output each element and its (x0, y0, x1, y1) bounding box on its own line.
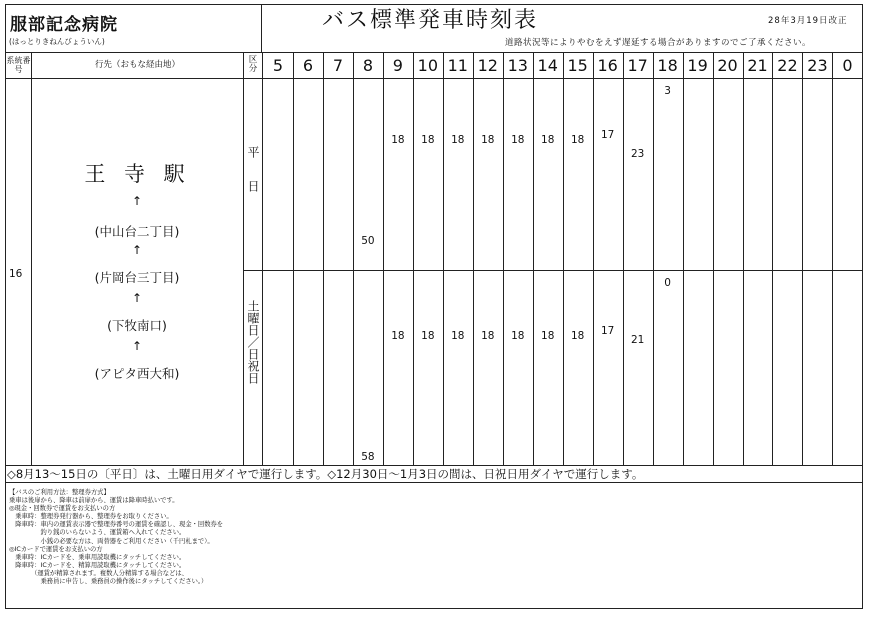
holiday-departure-8: 58 (361, 451, 375, 463)
usage-line: 降車時：ICカードを、精算用読取機にタッチしてください。 (9, 561, 186, 569)
category-header: 区分 (248, 55, 258, 74)
stop-2: (片岡台三丁目) (94, 270, 180, 285)
arrow-icon: ↑ (131, 243, 143, 257)
usage-line: 【バスのご利用方法：整理券方式】 (9, 489, 110, 496)
holiday-departure-9: 18 (391, 330, 405, 342)
hour-header-13: 13 (507, 56, 528, 75)
holiday-departure-13: 18 (511, 330, 525, 342)
hour-header-5: 5 (272, 56, 284, 75)
usage-line: 乗車時：ICカードを、乗車用読取機にタッチしてください。 (9, 553, 186, 561)
weekday-departure-11: 18 (451, 134, 465, 146)
destination-header: 行先（おもな経由地） (94, 60, 180, 70)
weekday-label: 平日 (246, 146, 260, 214)
weekday-departure-17: 23 (630, 148, 645, 160)
hour-header-11: 11 (447, 56, 468, 75)
system-number: 16 (9, 268, 23, 280)
stop-4: (アピタ西大和) (94, 366, 180, 381)
weekday-departure-18: 3 (664, 85, 671, 97)
weekday-departure-16: 17 (600, 129, 615, 141)
holiday-departure-15: 18 (571, 330, 585, 342)
usage-line: （運賃が精算されます。複数人分精算する場合などは、 (9, 569, 188, 577)
revision-date: 28年3月19日改正 (768, 16, 848, 26)
arrow-icon: ↑ (131, 339, 143, 353)
stop-3: (下牧南口) (107, 318, 167, 333)
hour-header-20: 20 (717, 56, 738, 75)
arrow-icon: ↑ (131, 291, 143, 305)
weekday-departure-9: 18 (391, 134, 405, 146)
hour-header-12: 12 (477, 56, 498, 75)
holiday-departure-10: 18 (421, 330, 435, 342)
holiday-departure-16: 17 (600, 325, 615, 337)
holiday-departure-14: 18 (541, 330, 555, 342)
usage-line: 乗車は後扉から、降車は前扉から、運賃は降車時払いです。 (9, 497, 179, 505)
hour-header-16: 16 (597, 56, 618, 75)
usage-line: 乗車時：整理券発行器から、整理券をお取りください。 (9, 513, 173, 521)
usage-line: ◎現金・回数券で運賃をお支払いの方 (9, 505, 116, 513)
usage-line: 乗務員に申告し、乗務員の操作後にタッチしてください。） (9, 578, 208, 586)
hour-header-17: 17 (627, 56, 648, 75)
holiday-label: 土曜日／日祝日 (246, 300, 260, 384)
weekday-departure-14: 18 (541, 134, 555, 146)
hour-header-15: 15 (567, 56, 588, 75)
hour-header-19: 19 (687, 56, 708, 75)
hour-header-18: 18 (657, 56, 678, 75)
hour-header-14: 14 (537, 56, 558, 75)
usage-line: 小銭の必要な方は、両替器をご利用ください（千円札まで）。 (9, 537, 214, 545)
hour-header-10: 10 (417, 56, 439, 75)
usage-line: 降車時：車内の運賃表示器で整理券番号の運賃を確認し、現金・回数券を (9, 521, 224, 529)
destination-station: 王 寺 駅 (84, 162, 191, 186)
holiday-departure-17: 21 (630, 334, 645, 346)
usage-line: 釣り銭のいらないよう、運賃箱へ入れてください。 (9, 529, 186, 537)
usage-instructions (9, 489, 223, 586)
hour-header-7: 7 (332, 56, 344, 75)
hospital-name: 服部記念病院 (10, 15, 118, 35)
weekday-departure-12: 18 (481, 134, 495, 146)
hour-header-23: 23 (807, 56, 828, 75)
system-number-header: 系統番号 (6, 56, 31, 74)
weekday-departure-13: 18 (511, 134, 525, 146)
hour-header-22: 22 (777, 56, 798, 75)
holiday-departure-11: 18 (451, 330, 465, 342)
holiday-departure-12: 18 (481, 330, 495, 342)
weekday-departure-10: 18 (421, 134, 435, 146)
hour-header-0: 0 (842, 56, 853, 75)
hour-header-6: 6 (302, 56, 314, 75)
weekday-departure-8: 50 (361, 235, 375, 247)
holiday-note: ◇8月13～15日の〔平日〕は、土曜日用ダイヤで運行します。◇12月30日～1月3日の間は、日祝日用ダイヤで運行します。 (7, 467, 644, 481)
weekday-departure-15: 18 (571, 134, 585, 146)
holiday-departure-18: 0 (664, 277, 671, 289)
usage-line: ◎ICカードで運賃をお支払いの方 (9, 545, 103, 553)
timetable-title: バス標準発車時刻表 (322, 8, 539, 33)
arrow-icon: ↑ (131, 194, 143, 208)
delay-notice: 道路状況等によりやむをえず遅延する場合がありますのでご了承ください。 (505, 38, 812, 48)
hospital-name-reading: (はっとりきねんびょういん) (9, 37, 105, 46)
hour-header-21: 21 (747, 56, 768, 75)
hour-header-9: 9 (392, 56, 403, 75)
hour-header-8: 8 (362, 56, 373, 75)
stop-1: (中山台二丁目) (94, 224, 180, 239)
